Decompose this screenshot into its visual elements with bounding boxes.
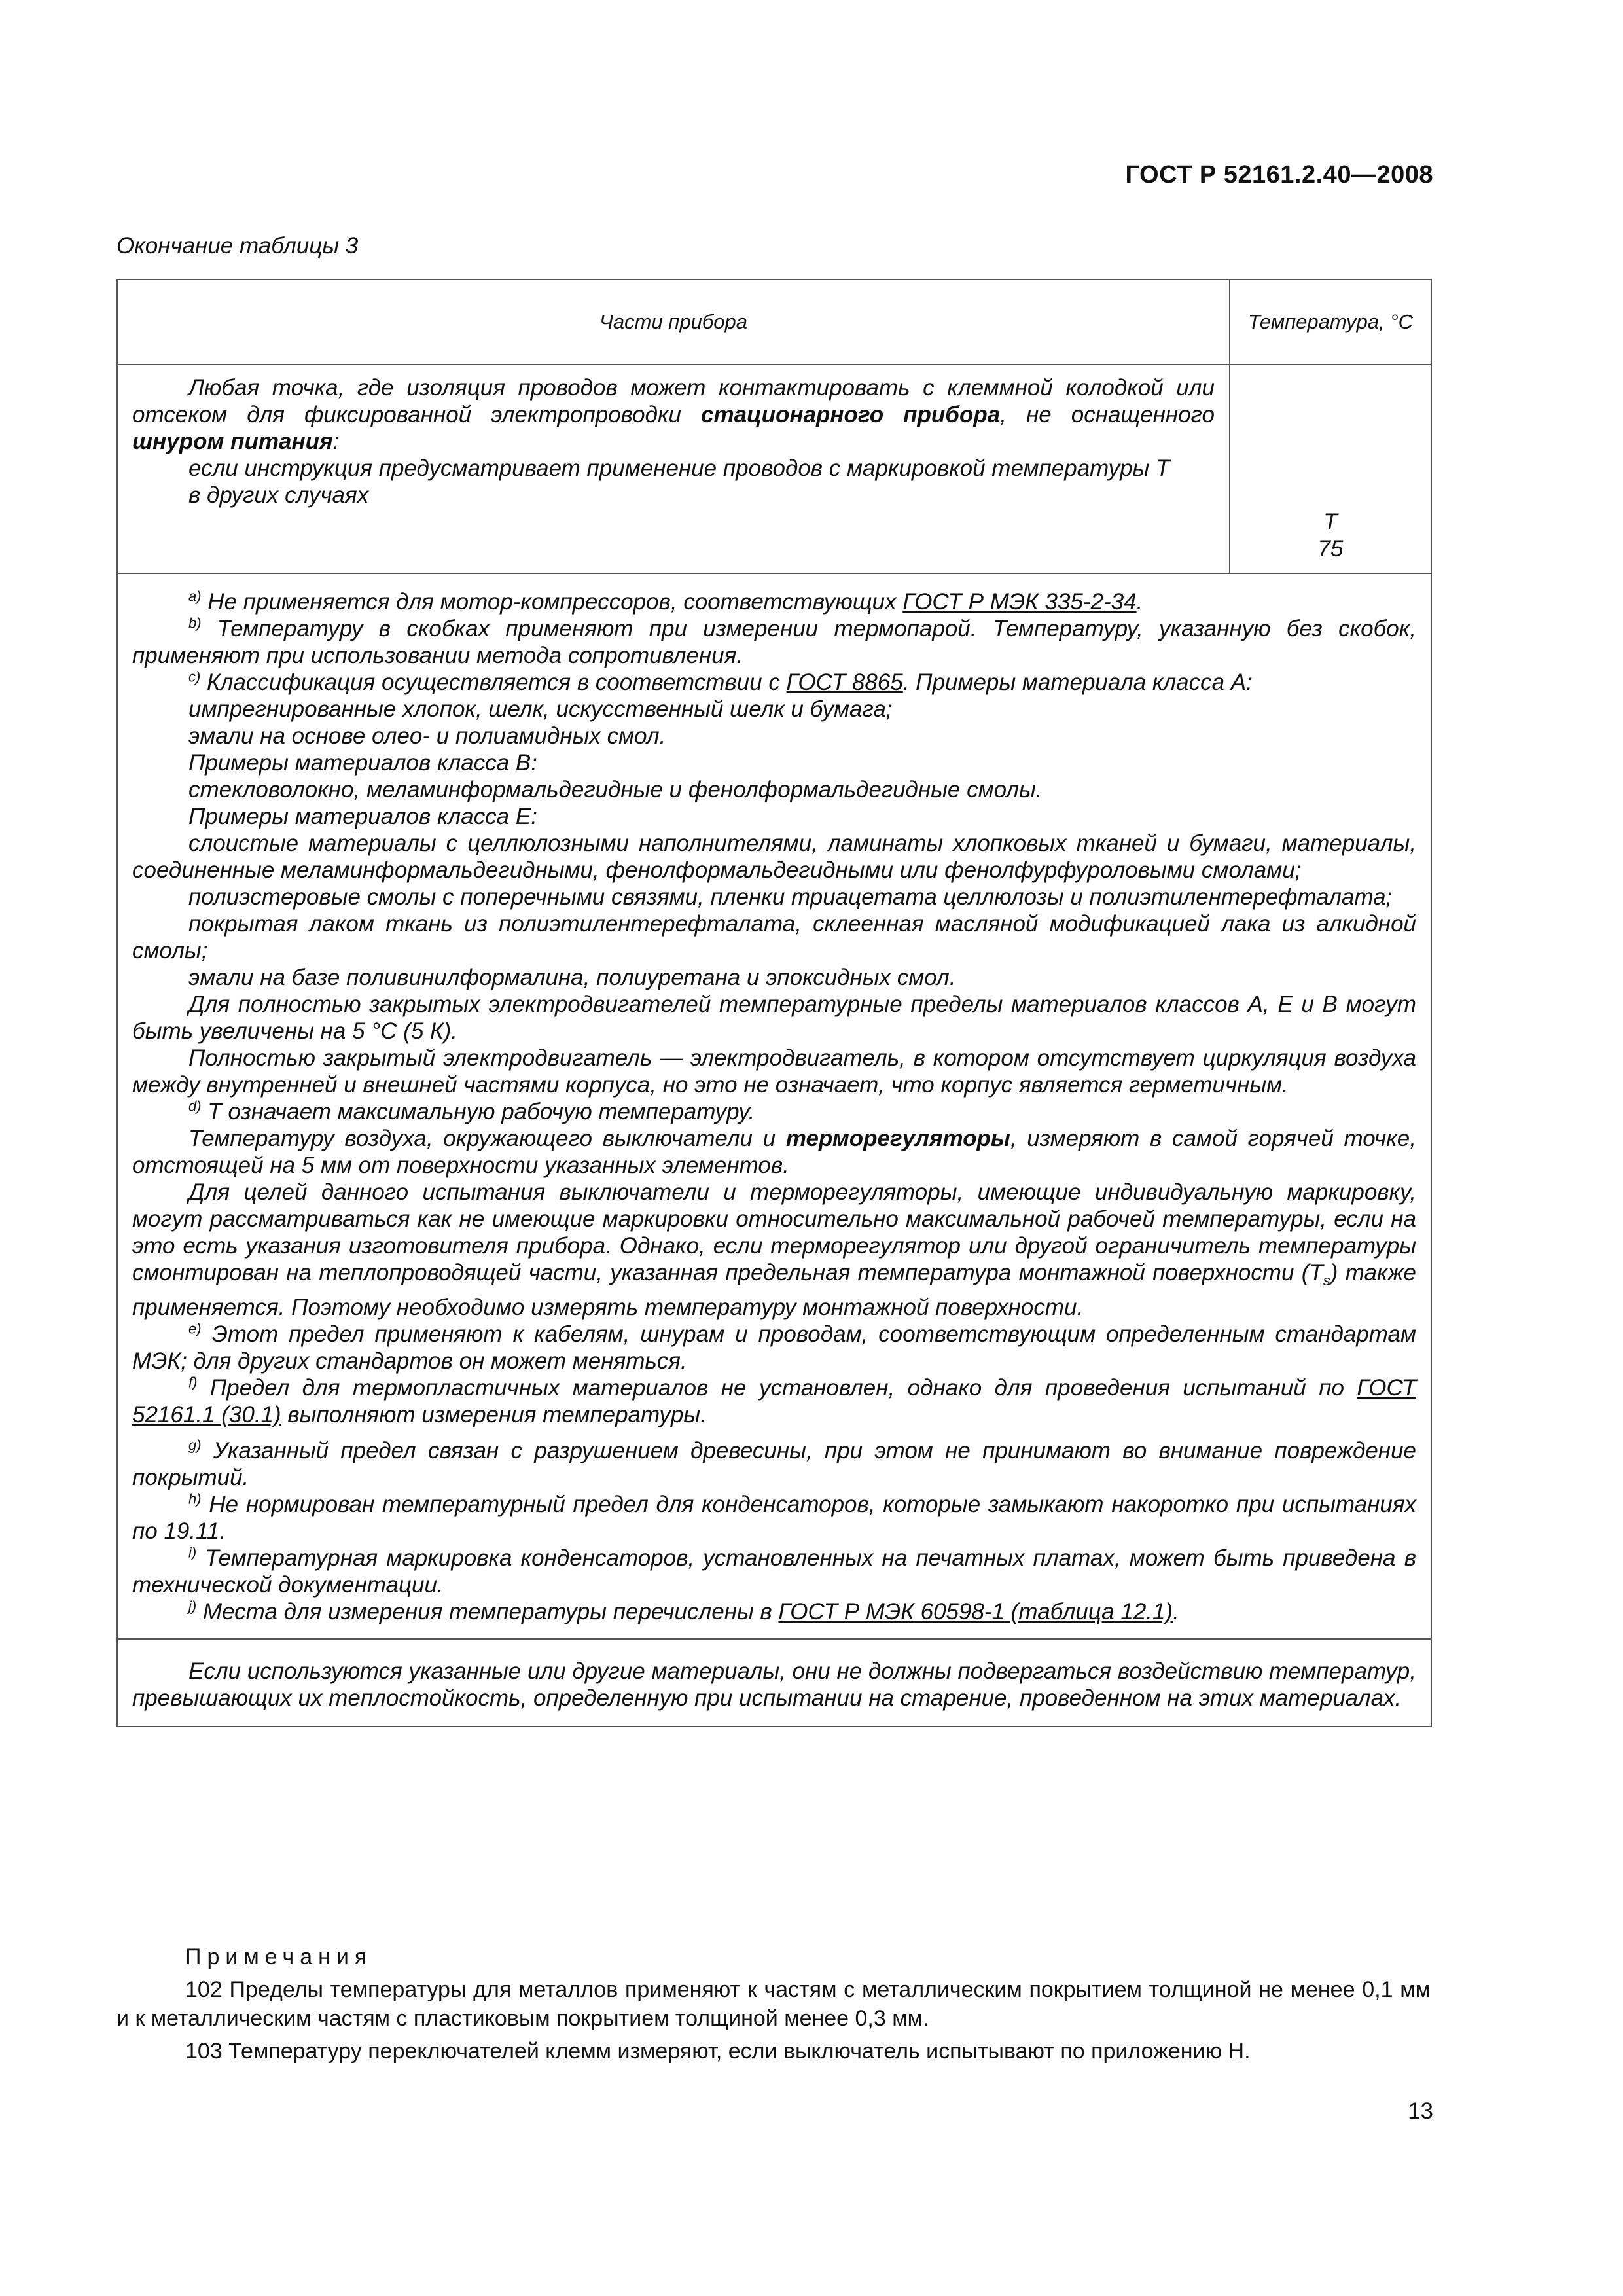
table-row: [117, 365, 1431, 573]
footnote-line: Полностью закрытый электродвигатель — электродвигатель, в котором отсутствует циркуляция воздуха между внутренней и внешней частями корпуса, но это не означает, что корпус является герметичным.: [132, 1045, 1416, 1098]
footnotes-row: [117, 573, 1431, 1639]
footnote-line: полиэстеровые смолы с поперечными связями, пленки триацетата целлюлозы и полиэтилентерефталата;: [188, 884, 1393, 910]
footnote-c: $^{c)}$ Классификация осуществляется в соответствии с ГОСТ 8865. Примеры материала класса А:: [188, 668, 1253, 695]
footnote-link[interactable]: ГОСТ Р МЭК 60598-1 (таблица 12.1): [778, 1599, 1173, 1624]
footnote-j: $^{j)}$ Места для измерения температуры перечислены в ГОСТ Р МЭК 60598-1 (таблица 12.1).: [188, 1598, 1179, 1624]
footnote-link[interactable]: ГОСТ Р МЭК 335-2-34: [902, 589, 1137, 615]
footnote-g: $^{g)}$ Указанный предел связан с разрушением древесины, при этом не принимают во внимание повреждение покрытий.: [132, 1437, 1416, 1490]
footnote-f: $^{f)}$ Предел для термопластичных материалов не установлен, однако для проведения испытаний по ГОСТ 52161.1 (30.1) выполняют измерения температуры.: [132, 1374, 1416, 1427]
footnote-line: Для полностью закрытых электродвигателей температурные пределы материалов классов А, Е и В могут быть увеличены на 5 °С (5 К).: [132, 992, 1416, 1044]
footnote-d: $^{d)}$ Т означает максимальную рабочую температуру.: [188, 1098, 755, 1124]
footnote-line: эмали на базе поливинилформалина, полиуретана и эпоксидных смол.: [188, 965, 956, 990]
bold-term: стационарного прибора: [701, 402, 1001, 427]
temperature-cell: [1230, 365, 1431, 573]
footnote-line: Для целей данного испытания выключатели и терморегуляторы, имеющие индивидуальную маркировку, могут рассматриваться как не имеющие маркировки относительно максимальной рабочей температуры, если на это есть указания изготовителя прибора. Однако, если терморегулятор или другой ограничитель температуры смонтирован на теплопроводящей части, указанная предельная температура монтажной поверхности $(T_s)$ также применяется. Поэтому необходимо измерять температуру монтажной поверхности.: [132, 1179, 1416, 1320]
footnote-line: стекловолокно, меламинформальдегидные и фенолформальдегидные смолы.: [188, 777, 1043, 802]
bold-term: шнуром питания: [132, 429, 333, 454]
footnote-line: слоистые материалы с целлюлозными наполнителями, ламинаты хлопковых тканей и бумаги, материалы, соединенные меламинформальдегидными, фенолформальдегидными или фенолфурфуроловыми смолами;: [132, 831, 1416, 883]
table-header-row: [117, 279, 1431, 365]
footnote-e: $^{e)}$ Этот предел применяют к кабелям, шнурам и проводам, соответствующим определенным стандартам МЭК; для других стандартов он может меняться.: [132, 1320, 1416, 1374]
parts-cell: [117, 365, 1230, 573]
footnote-h: $^{h)}$ Не нормирован температурный предел для конденсаторов, которые замыкают накоротко при испытаниях по 19.11.: [132, 1490, 1416, 1544]
column-header-parts: Части прибора: [117, 279, 1230, 365]
text: :: [332, 429, 340, 454]
text: Любая точка, где изоляция проводов может контактировать с клеммной колодкой или отсеком для фиксированной электропроводки: [132, 375, 1215, 427]
footnote-line: Температуру воздуха, окружающего выключатели и терморегуляторы, измеряют в самой горячей точке, отстоящей на 5 мм от поверхности указанных элементов.: [132, 1126, 1417, 1178]
notes-title: Примечания: [185, 1945, 373, 1969]
footnote-line: импрегнированные хлопок, шелк, искусственный шелк и бумага;: [188, 696, 893, 722]
closing-row: [117, 1639, 1431, 1727]
notes-section: [116, 1943, 1431, 2070]
row-paragraph: [132, 374, 1215, 455]
note-103: 103 Температуру переключателей клемм измеряют, если выключатель испытывают по приложению Н.: [185, 2039, 1251, 2064]
footnote-link[interactable]: ГОСТ 52161.1 (30.1): [132, 1375, 1416, 1427]
column-header-temperature: Температура, °C: [1230, 279, 1431, 365]
closing-cell: [117, 1639, 1431, 1727]
footnote-line: Примеры материалов класса В:: [188, 750, 537, 776]
temperature-value: 75: [1317, 536, 1344, 562]
document-code: ГОСТ Р 52161.2.40—2008: [1125, 161, 1433, 188]
footnote-link[interactable]: ГОСТ 8865: [786, 670, 903, 695]
page-number: 13: [1408, 2098, 1433, 2124]
closing-text: Если используются указанные или другие материалы, они не должны подвергаться воздействию температур, превышающих их теплостойкость, определенную при испытании на старение, проведенном на этих материалах.: [132, 1659, 1416, 1711]
footnote-i: $^{i)}$ Температурная маркировка конденсаторов, установленных на печатных платах, может быть приведена в технической документации.: [132, 1544, 1416, 1598]
bold-term: терморегуляторы: [785, 1126, 1010, 1151]
footnotes-cell: [117, 573, 1431, 1639]
table-caption: Окончание таблицы 3: [116, 233, 359, 259]
text: , не оснащенного: [1000, 402, 1215, 427]
note-102: 102 Пределы температуры для металлов применяют к частям с металлическим покрытием толщиной не менее 0,1 мм и к металлическим частям с пластиковым покрытием толщиной менее 0,3 мм.: [116, 1977, 1431, 2031]
row-condition: в других случаях: [188, 482, 369, 508]
temperature-value: T: [1323, 509, 1338, 535]
footnote-b: $^{b)}$ Температуру в скобках применяют при измерении термопарой. Температуру, указанную без скобок, применяют при использовании метода сопротивления.: [132, 615, 1416, 668]
row-condition: если инструкция предусматривает применение проводов с маркировкой температуры T: [188, 456, 1170, 481]
footnote-line: Примеры материалов класса Е:: [188, 804, 537, 829]
footnote-line: эмали на основе олео- и полиамидных смол.: [188, 723, 666, 749]
footnote-a: $^{a)}$ Не применяется для мотор-компрессоров, соответствующих ГОСТ Р МЭК 335-2-34.: [188, 588, 1143, 615]
temperature-table: [116, 279, 1432, 1727]
footnote-line: покрытая лаком ткань из полиэтилентерефталата, склеенная масляной модификацией лака из алкидной смолы;: [132, 911, 1416, 963]
